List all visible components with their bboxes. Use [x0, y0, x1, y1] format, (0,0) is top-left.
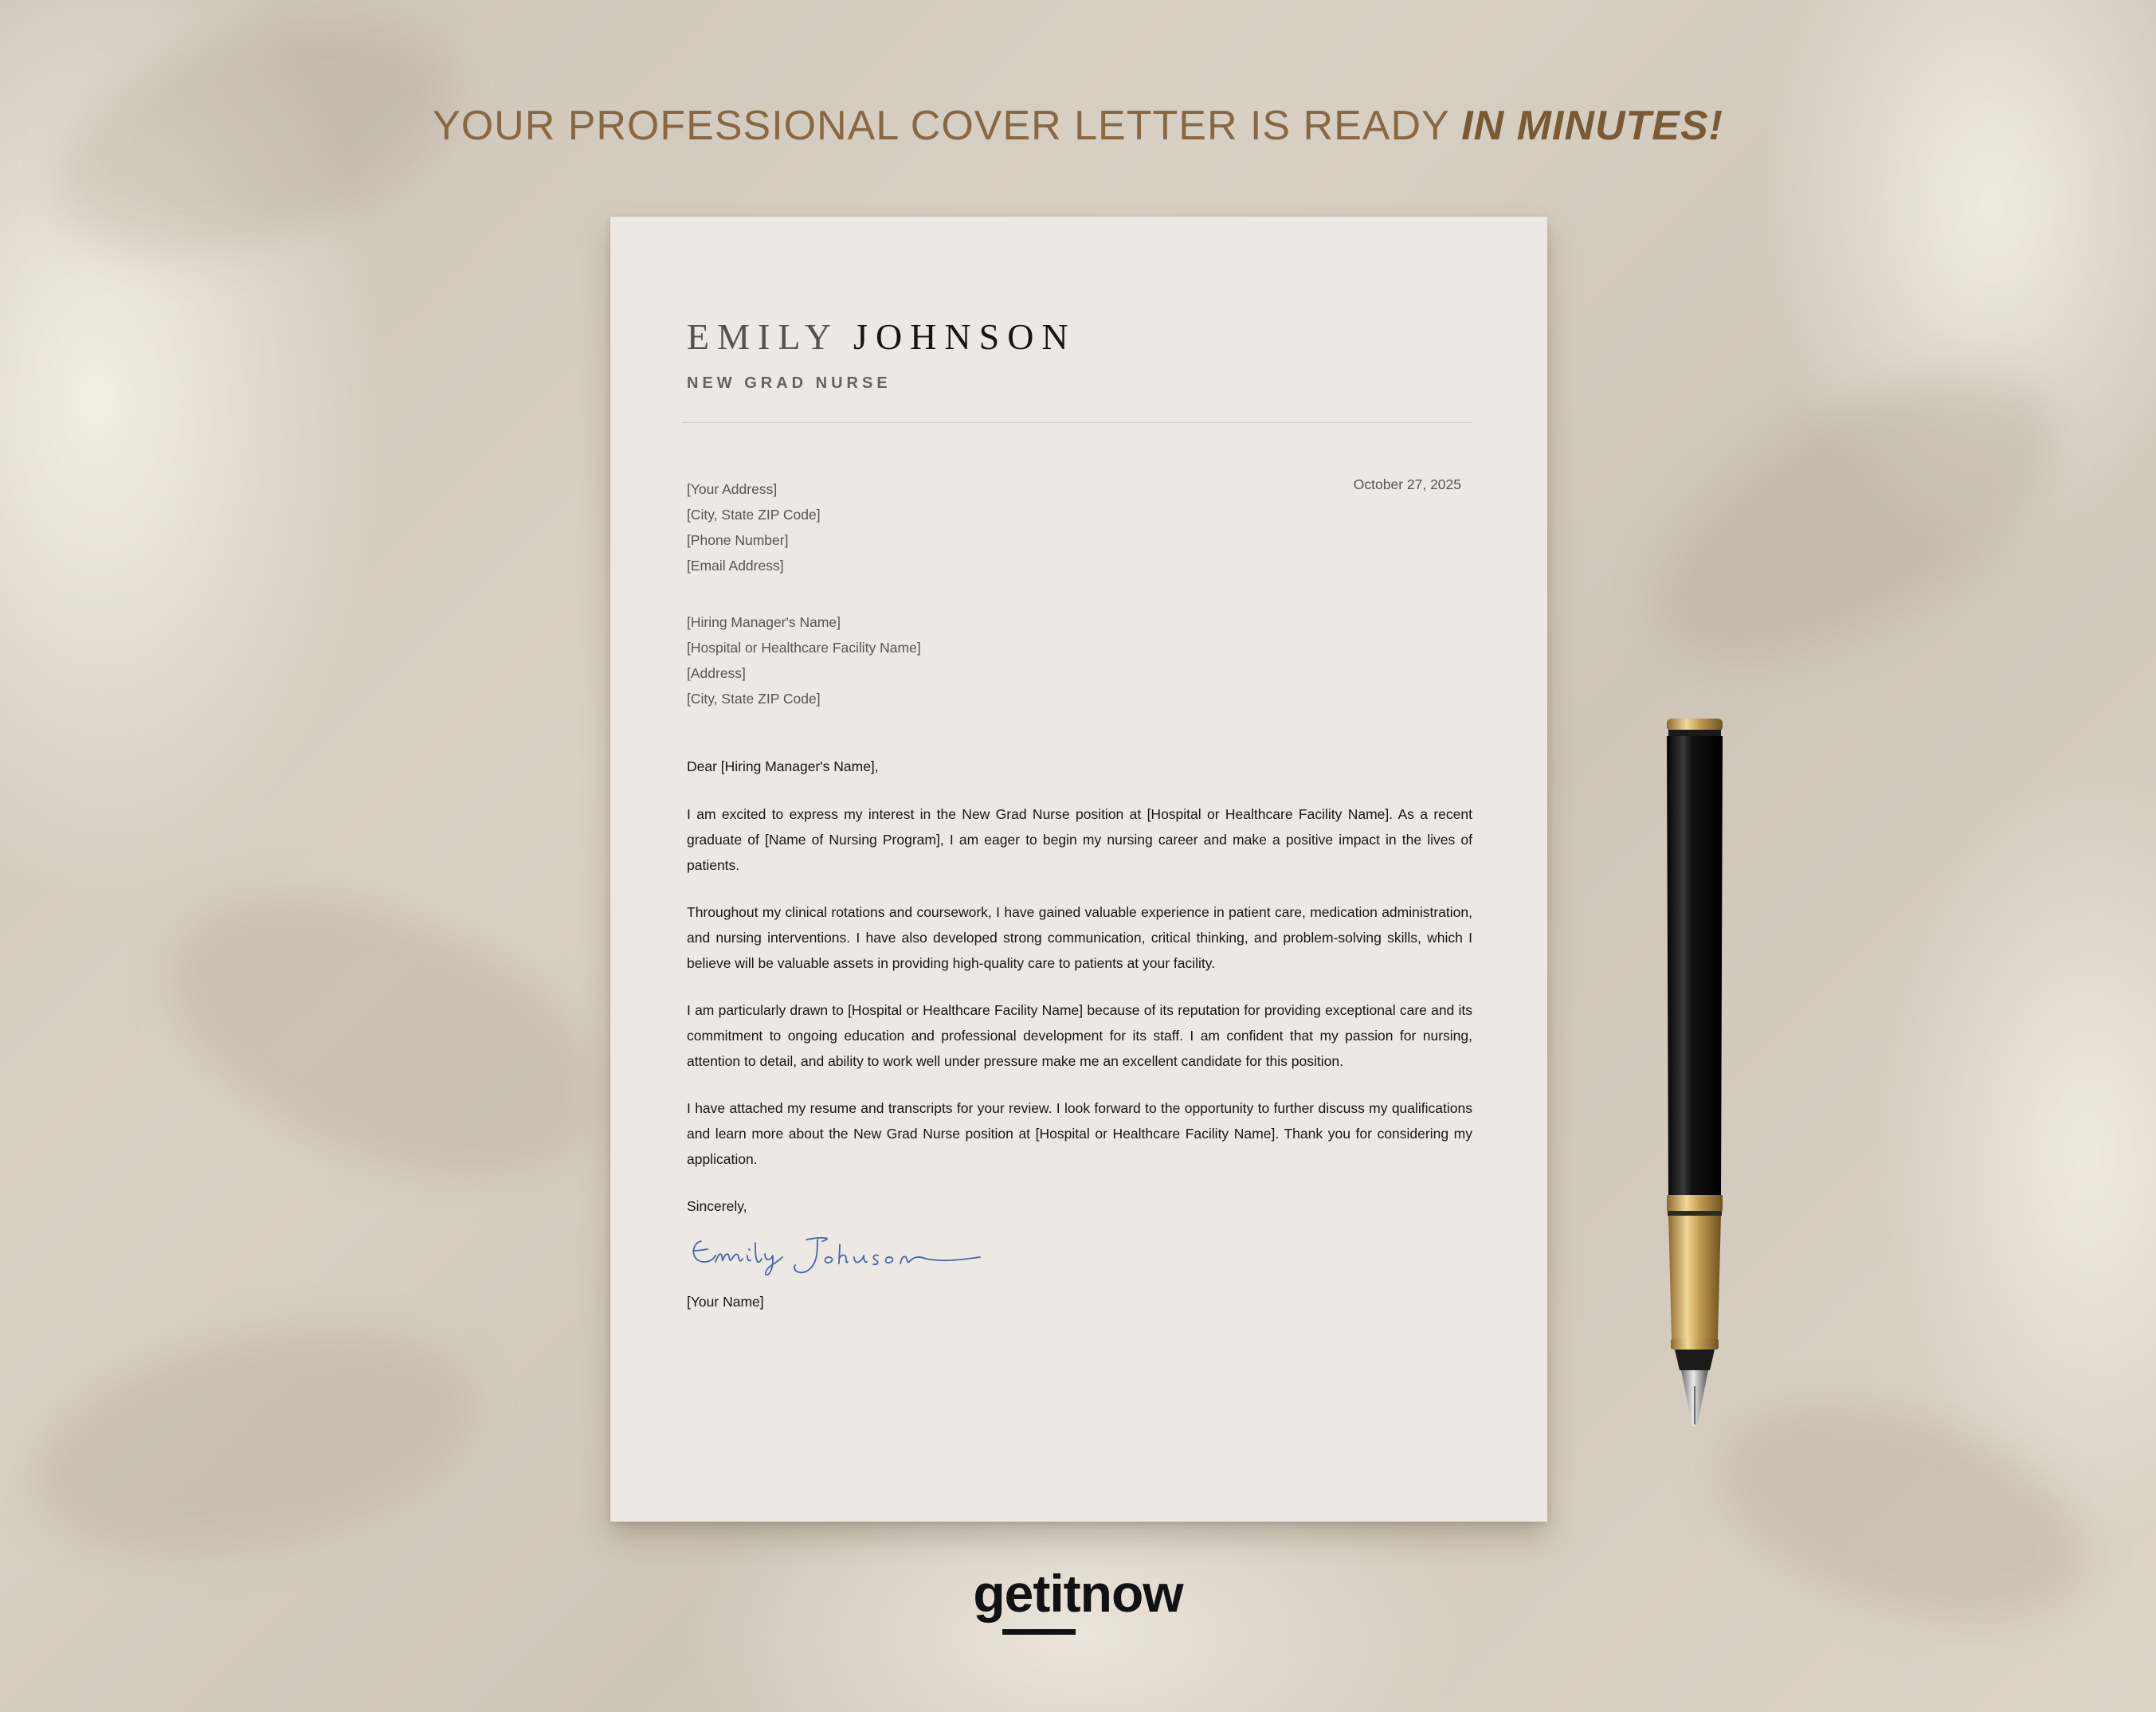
body-paragraph: I am excited to express my interest in the New Grad Nurse position at [Hospital or Healthcare Facility Name]. As a recent graduate of [Name of Nursing Program], I am eager to begin my nursing career and make a positive impact in the lives of patients.: [687, 806, 1472, 873]
recipient-line: [Address]: [687, 665, 746, 681]
body-paragraph: I have attached my resume and transcripts for your review. I look forward to the opportunity to further discuss my qualifications and learn more about the New Grad Nurse position at [Hospital or Healthcare Facility Name]. Thank you for considering my application.: [687, 1100, 1472, 1167]
sender-line: [Email Address]: [687, 558, 784, 574]
headline: [0, 102, 2156, 150]
headline-main: YOUR PROFESSIONAL COVER LETTER IS READY: [433, 103, 1462, 149]
sender-address: [687, 476, 821, 578]
fountain-pen-image: [1651, 717, 1739, 1442]
recipient-line: [Hospital or Healthcare Facility Name]: [687, 640, 921, 656]
header-divider: [682, 422, 1472, 423]
background-shadow: [1612, 316, 2102, 719]
cover-letter-page: [610, 217, 1547, 1522]
applicant-name: [687, 315, 1076, 358]
brand-logo-underline: [1002, 1629, 1076, 1635]
first-name: EMILY: [687, 316, 840, 357]
brand-logo: getitnow: [973, 1564, 1183, 1623]
name-placeholder: [Your Name]: [687, 1294, 764, 1310]
job-title: NEW GRAD NURSE: [687, 374, 892, 392]
sender-line: [City, State ZIP Code]: [687, 507, 821, 523]
closing: Sincerely,: [687, 1198, 747, 1214]
last-name: JOHNSON: [853, 316, 1076, 357]
background-shadow: [15, 1295, 495, 1590]
body-paragraph: I am particularly drawn to [Hospital or Healthcare Facility Name] because of its reputation for providing exceptional care and its commitment to ongoing education and professional development for its staff. I am confident that my passion for nursing, attention to detail, and ability to work well under pressure make me an excellent candidate for this position.: [687, 1002, 1472, 1069]
background-shadow: [131, 841, 634, 1230]
body-paragraph: Throughout my clinical rotations and coursework, I have gained valuable experience in patient care, medication administration, and nursing interventions. I have also developed strong communication, critical thinking, and problem-solving skills, which I believe will be valuable assets in providing high-quality care to patients at your facility.: [687, 904, 1472, 971]
recipient-address: [687, 609, 921, 711]
recipient-line: [Hiring Manager's Name]: [687, 614, 841, 630]
salutation: Dear [Hiring Manager's Name],: [687, 758, 879, 774]
headline-emphasis: IN MINUTES!: [1461, 103, 1723, 149]
sender-line: [Your Address]: [687, 481, 778, 497]
letter-date: October 27, 2025: [1353, 476, 1461, 492]
handwritten-signature: [687, 1227, 990, 1278]
recipient-line: [City, State ZIP Code]: [687, 691, 821, 707]
sender-line: [Phone Number]: [687, 532, 789, 548]
